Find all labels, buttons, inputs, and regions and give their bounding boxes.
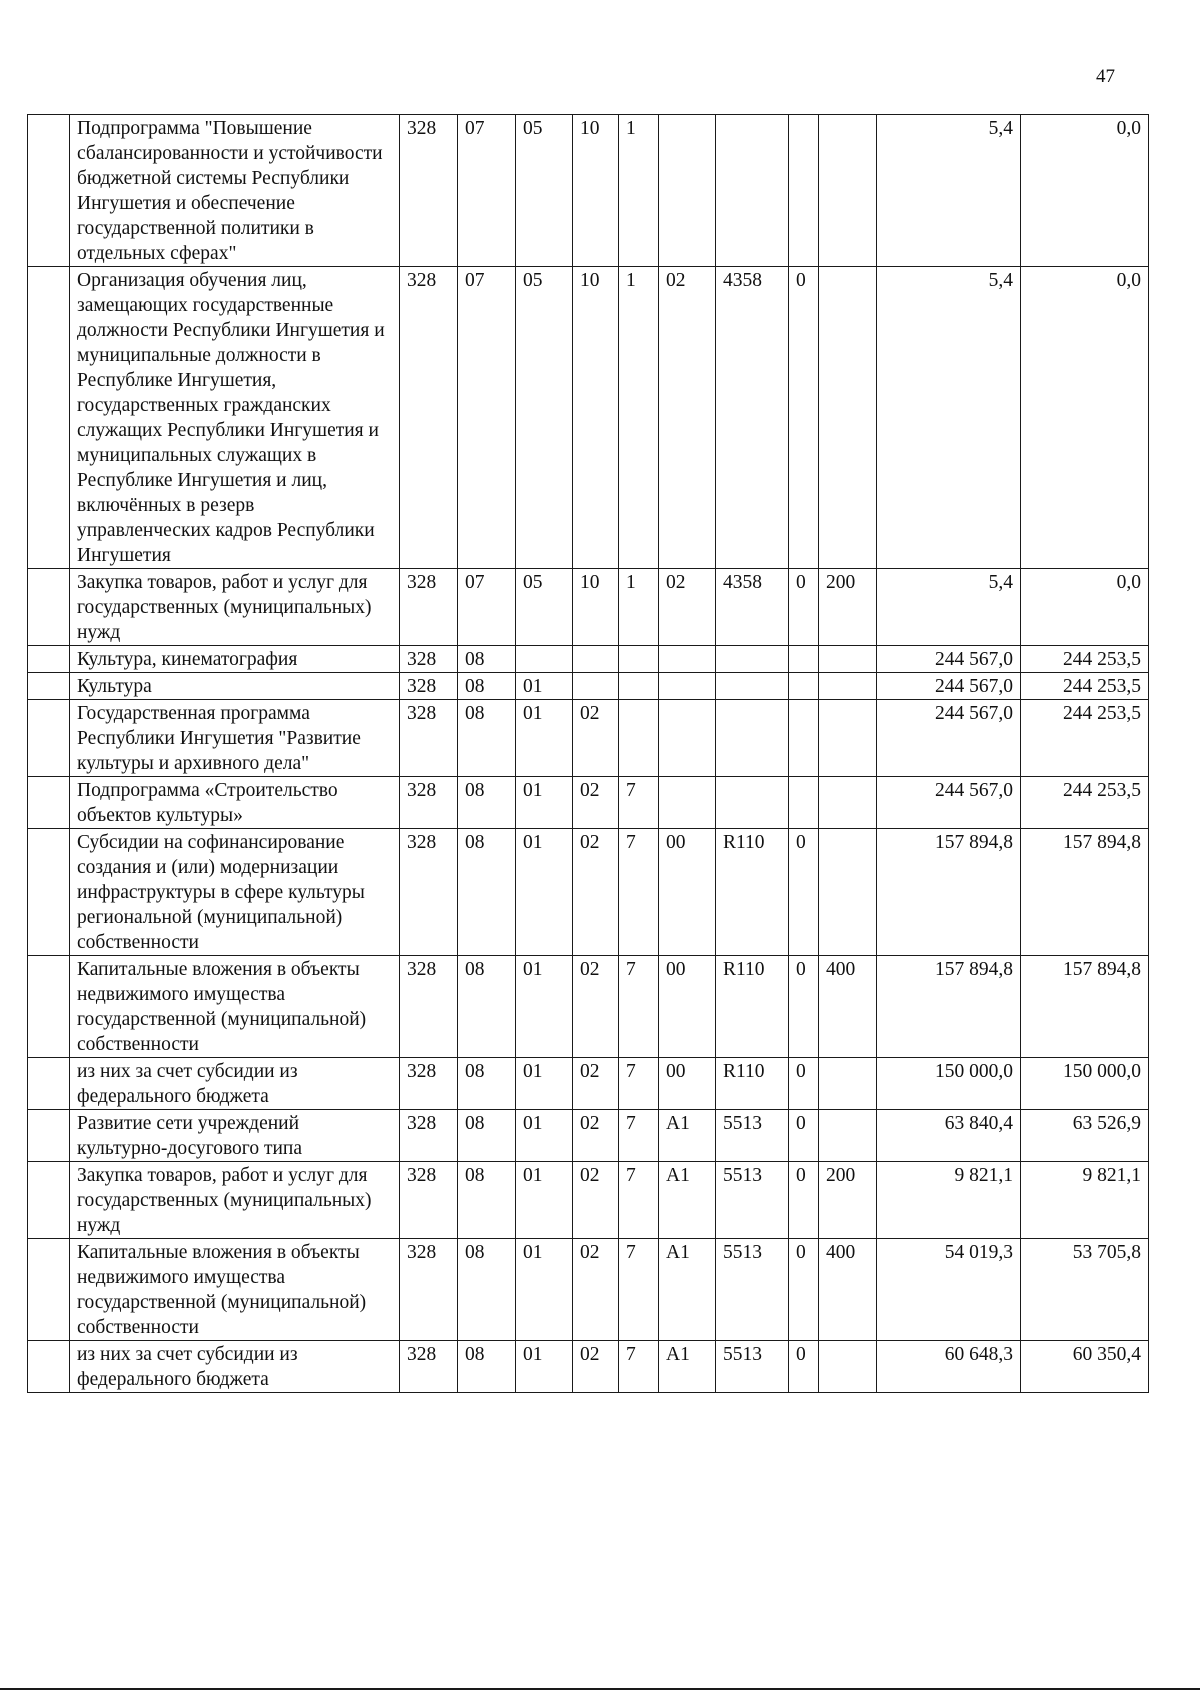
code-cell-c8: [789, 700, 819, 777]
code-cell-c7: 5513: [716, 1110, 789, 1162]
code-cell-c6: 00: [659, 956, 716, 1058]
code-cell-c3: 01: [516, 1341, 573, 1393]
row-name-cell: Закупка товаров, работ и услуг для государственных (муниципальных) нужд: [70, 569, 400, 646]
code-cell-c8: 0: [789, 1110, 819, 1162]
code-cell-c6: [659, 673, 716, 700]
code-cell-c6: 02: [659, 267, 716, 569]
code-cell-c2: 07: [458, 115, 516, 267]
code-cell-c9: [819, 646, 877, 673]
code-cell-c1: 328: [400, 673, 458, 700]
code-cell-c6: 00: [659, 829, 716, 956]
code-cell-c9: 400: [819, 956, 877, 1058]
code-cell-c2: 07: [458, 569, 516, 646]
code-cell-c3: 01: [516, 673, 573, 700]
code-cell-c4: 02: [573, 956, 619, 1058]
code-cell-c7: 5513: [716, 1162, 789, 1239]
code-cell-c1: 328: [400, 777, 458, 829]
code-cell-c4: [573, 673, 619, 700]
code-cell-c4: 02: [573, 1110, 619, 1162]
code-cell-c7: R110: [716, 829, 789, 956]
code-cell-c4: 10: [573, 115, 619, 267]
code-cell-c8: 0: [789, 829, 819, 956]
code-cell-c8: 0: [789, 1239, 819, 1341]
bottom-rule: [0, 1688, 1200, 1690]
amount1-cell: 9 821,1: [877, 1162, 1021, 1239]
row-name-cell: из них за счет субсидии из федерального бюджета: [70, 1341, 400, 1393]
code-cell-c7: 5513: [716, 1239, 789, 1341]
table-row: [28, 829, 1149, 956]
amount2-cell: 244 253,5: [1021, 700, 1149, 777]
code-cell-c8: [789, 777, 819, 829]
code-cell-c1: 328: [400, 1058, 458, 1110]
amount1-cell: 5,4: [877, 267, 1021, 569]
amount2-cell: 9 821,1: [1021, 1162, 1149, 1239]
row-name-cell: Развитие сети учреждений культурно-досугового типа: [70, 1110, 400, 1162]
code-cell-c9: [819, 1058, 877, 1110]
code-cell-c2: 08: [458, 829, 516, 956]
amount2-cell: 150 000,0: [1021, 1058, 1149, 1110]
code-cell-c4: 02: [573, 777, 619, 829]
code-cell-c6: 00: [659, 1058, 716, 1110]
code-cell-c6: [659, 646, 716, 673]
code-cell-c4: 02: [573, 1239, 619, 1341]
amount2-cell: 63 526,9: [1021, 1110, 1149, 1162]
code-cell-c2: 08: [458, 777, 516, 829]
table-row: [28, 777, 1149, 829]
amount2-cell: 0,0: [1021, 115, 1149, 267]
code-cell-c3: 01: [516, 1239, 573, 1341]
code-cell-c1: 328: [400, 115, 458, 267]
code-cell-c8: 0: [789, 1058, 819, 1110]
code-cell-c2: 08: [458, 1110, 516, 1162]
code-cell-c7: 4358: [716, 569, 789, 646]
code-cell-c4: 02: [573, 1058, 619, 1110]
code-cell-c8: 0: [789, 267, 819, 569]
code-cell-c9: [819, 115, 877, 267]
amount2-cell: 60 350,4: [1021, 1341, 1149, 1393]
code-cell-c6: [659, 700, 716, 777]
code-cell-c8: 0: [789, 956, 819, 1058]
code-cell-c4: 02: [573, 700, 619, 777]
table-row: [28, 673, 1149, 700]
code-cell-c5: 7: [619, 777, 659, 829]
code-cell-c9: 200: [819, 569, 877, 646]
code-cell-c2: 08: [458, 646, 516, 673]
code-cell-c3: 01: [516, 956, 573, 1058]
table-row: [28, 1341, 1149, 1393]
code-cell-c2: 08: [458, 673, 516, 700]
row-name-cell: Закупка товаров, работ и услуг для государственных (муниципальных) нужд: [70, 1162, 400, 1239]
table-row: [28, 1058, 1149, 1110]
code-cell-c7: 4358: [716, 267, 789, 569]
amount1-cell: 157 894,8: [877, 956, 1021, 1058]
code-cell-c3: 01: [516, 1110, 573, 1162]
budget-table: [27, 114, 1149, 1393]
code-cell-c5: [619, 646, 659, 673]
amount1-cell: 5,4: [877, 569, 1021, 646]
code-cell-c1: 328: [400, 1110, 458, 1162]
code-cell-c6: A1: [659, 1341, 716, 1393]
code-cell-c7: R110: [716, 956, 789, 1058]
code-cell-c9: [819, 829, 877, 956]
amount1-cell: 54 019,3: [877, 1239, 1021, 1341]
row-name-cell: Субсидии на софинансирование создания и (или) модернизации инфраструктуры в сфере культуры региональной (муниципальной) собственности: [70, 829, 400, 956]
code-cell-c7: [716, 673, 789, 700]
code-cell-c2: 07: [458, 267, 516, 569]
code-cell-c1: 328: [400, 1162, 458, 1239]
amount1-cell: 5,4: [877, 115, 1021, 267]
code-cell-c8: [789, 646, 819, 673]
row-name-cell: Культура: [70, 673, 400, 700]
amount2-cell: 53 705,8: [1021, 1239, 1149, 1341]
code-cell-c5: 7: [619, 1162, 659, 1239]
code-cell-c6: [659, 115, 716, 267]
code-cell-c3: 05: [516, 267, 573, 569]
code-cell-c9: 200: [819, 1162, 877, 1239]
code-cell-c4: 02: [573, 1162, 619, 1239]
row-name-cell: Капитальные вложения в объекты недвижимого имущества государственной (муниципальной) собственности: [70, 1239, 400, 1341]
amount1-cell: 157 894,8: [877, 829, 1021, 956]
row-number-cell: [28, 115, 70, 267]
code-cell-c8: 0: [789, 569, 819, 646]
code-cell-c8: [789, 115, 819, 267]
amount1-cell: 60 648,3: [877, 1341, 1021, 1393]
code-cell-c4: [573, 646, 619, 673]
code-cell-c9: [819, 1110, 877, 1162]
row-number-cell: [28, 673, 70, 700]
code-cell-c9: [819, 777, 877, 829]
code-cell-c3: 01: [516, 829, 573, 956]
code-cell-c5: 7: [619, 1239, 659, 1341]
code-cell-c3: 05: [516, 569, 573, 646]
code-cell-c5: 1: [619, 115, 659, 267]
amount2-cell: 0,0: [1021, 569, 1149, 646]
code-cell-c1: 328: [400, 1239, 458, 1341]
code-cell-c1: 328: [400, 829, 458, 956]
code-cell-c6: [659, 777, 716, 829]
code-cell-c5: 7: [619, 1058, 659, 1110]
row-number-cell: [28, 646, 70, 673]
code-cell-c9: 400: [819, 1239, 877, 1341]
amount2-cell: 244 253,5: [1021, 673, 1149, 700]
row-name-cell: Культура, кинематография: [70, 646, 400, 673]
table-row: [28, 1110, 1149, 1162]
table-row: [28, 569, 1149, 646]
table-row: [28, 700, 1149, 777]
amount1-cell: 63 840,4: [877, 1110, 1021, 1162]
table-body: [28, 115, 1149, 1393]
amount2-cell: 157 894,8: [1021, 829, 1149, 956]
amount1-cell: 244 567,0: [877, 777, 1021, 829]
row-number-cell: [28, 700, 70, 777]
code-cell-c2: 08: [458, 700, 516, 777]
code-cell-c4: 10: [573, 569, 619, 646]
row-name-cell: Организация обучения лиц, замещающих государственные должности Республики Ингушетия и муниципальные должности в Республике Ингушетия, государственных гражданских служащих Республики Ингушетия и муниципальных служащих в Республике Ингушетия и лиц, включённых в резерв управленческих кадров Республики Ингушетия: [70, 267, 400, 569]
code-cell-c5: [619, 673, 659, 700]
row-name-cell: Подпрограмма «Строительство объектов культуры»: [70, 777, 400, 829]
code-cell-c5: [619, 700, 659, 777]
table-row: [28, 1162, 1149, 1239]
code-cell-c7: [716, 777, 789, 829]
row-number-cell: [28, 1058, 70, 1110]
row-number-cell: [28, 1162, 70, 1239]
row-number-cell: [28, 956, 70, 1058]
code-cell-c2: 08: [458, 1239, 516, 1341]
code-cell-c1: 328: [400, 569, 458, 646]
code-cell-c2: 08: [458, 1162, 516, 1239]
code-cell-c3: 01: [516, 1162, 573, 1239]
row-name-cell: Государственная программа Республики Ингушетия "Развитие культуры и архивного дела": [70, 700, 400, 777]
row-number-cell: [28, 829, 70, 956]
row-name-cell: из них за счет субсидии из федерального бюджета: [70, 1058, 400, 1110]
amount1-cell: 150 000,0: [877, 1058, 1021, 1110]
table-row: [28, 956, 1149, 1058]
code-cell-c4: 02: [573, 1341, 619, 1393]
code-cell-c5: 7: [619, 829, 659, 956]
table-row: [28, 646, 1149, 673]
code-cell-c4: 10: [573, 267, 619, 569]
table-row: [28, 267, 1149, 569]
amount2-cell: 244 253,5: [1021, 777, 1149, 829]
code-cell-c2: 08: [458, 1058, 516, 1110]
code-cell-c1: 328: [400, 1341, 458, 1393]
row-number-cell: [28, 1239, 70, 1341]
code-cell-c1: 328: [400, 956, 458, 1058]
page-number: 47: [1096, 66, 1115, 87]
code-cell-c5: 7: [619, 1341, 659, 1393]
amount1-cell: 244 567,0: [877, 700, 1021, 777]
code-cell-c2: 08: [458, 956, 516, 1058]
code-cell-c8: 0: [789, 1341, 819, 1393]
code-cell-c4: 02: [573, 829, 619, 956]
code-cell-c3: 01: [516, 1058, 573, 1110]
amount1-cell: 244 567,0: [877, 646, 1021, 673]
code-cell-c9: [819, 700, 877, 777]
code-cell-c8: [789, 673, 819, 700]
amount1-cell: 244 567,0: [877, 673, 1021, 700]
table-row: [28, 1239, 1149, 1341]
code-cell-c9: [819, 1341, 877, 1393]
code-cell-c6: A1: [659, 1162, 716, 1239]
code-cell-c6: A1: [659, 1239, 716, 1341]
code-cell-c1: 328: [400, 700, 458, 777]
code-cell-c3: 01: [516, 777, 573, 829]
code-cell-c5: 1: [619, 267, 659, 569]
code-cell-c7: 5513: [716, 1341, 789, 1393]
code-cell-c1: 328: [400, 267, 458, 569]
row-name-cell: Подпрограмма "Повышение сбалансированности и устойчивости бюджетной системы Республики Ингушетия и обеспечение государственной политики в отдельных сферах": [70, 115, 400, 267]
code-cell-c9: [819, 673, 877, 700]
row-number-cell: [28, 569, 70, 646]
code-cell-c7: [716, 700, 789, 777]
row-name-cell: Капитальные вложения в объекты недвижимого имущества государственной (муниципальной) собственности: [70, 956, 400, 1058]
code-cell-c8: 0: [789, 1162, 819, 1239]
code-cell-c7: [716, 115, 789, 267]
amount2-cell: 0,0: [1021, 267, 1149, 569]
code-cell-c7: [716, 646, 789, 673]
code-cell-c6: 02: [659, 569, 716, 646]
code-cell-c5: 7: [619, 956, 659, 1058]
row-number-cell: [28, 267, 70, 569]
amount2-cell: 244 253,5: [1021, 646, 1149, 673]
code-cell-c3: 05: [516, 115, 573, 267]
code-cell-c1: 328: [400, 646, 458, 673]
amount2-cell: 157 894,8: [1021, 956, 1149, 1058]
code-cell-c9: [819, 267, 877, 569]
code-cell-c3: [516, 646, 573, 673]
code-cell-c3: 01: [516, 700, 573, 777]
row-number-cell: [28, 777, 70, 829]
code-cell-c5: 7: [619, 1110, 659, 1162]
row-number-cell: [28, 1341, 70, 1393]
code-cell-c6: A1: [659, 1110, 716, 1162]
table-row: [28, 115, 1149, 267]
code-cell-c7: R110: [716, 1058, 789, 1110]
code-cell-c2: 08: [458, 1341, 516, 1393]
row-number-cell: [28, 1110, 70, 1162]
code-cell-c5: 1: [619, 569, 659, 646]
